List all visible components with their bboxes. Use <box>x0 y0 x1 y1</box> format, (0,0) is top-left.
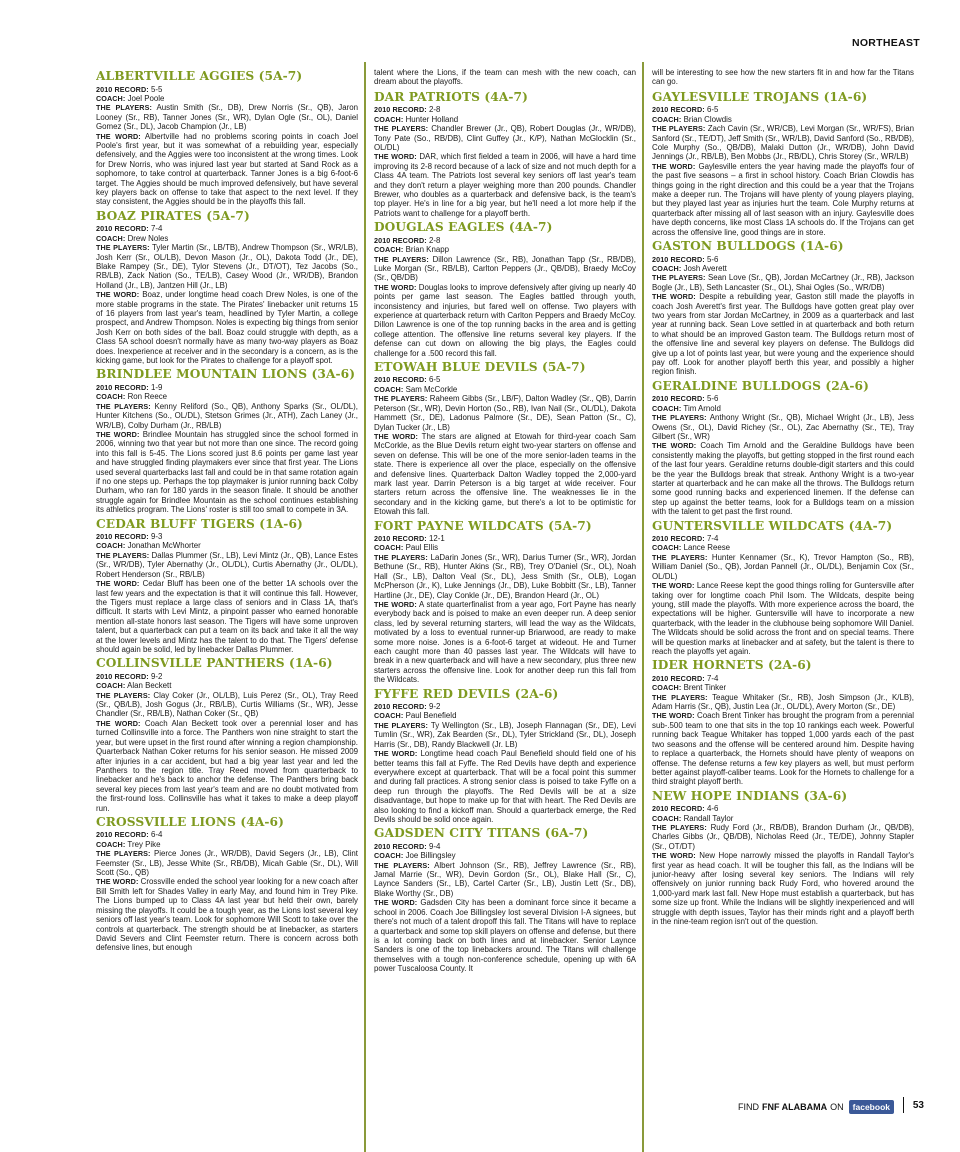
team-word <box>652 851 914 926</box>
team-word-value: DAR, which first fielded a team in 2006, will have a hard time improving its 2-8 record because of a lack of size and not much depth for a Class 4A team. The Patriots lost several key seniors off last year's team and they don't return a player weighing more than 200 pounds. Chandler Brewer, who doubles as a quarterback and defensive back, is the team's top player. He's in line for a big year, but he'll need a lot more help if the Patriots want to challenge for a playoff berth. <box>374 152 636 218</box>
team-word <box>374 432 636 517</box>
facebook-logo-icon[interactable]: facebook <box>849 1100 894 1114</box>
team-word-label: THE WORD: <box>652 441 697 451</box>
team-record-label: 2010 RECORD: <box>96 224 149 234</box>
team-players <box>652 553 914 581</box>
team-entry <box>96 657 358 813</box>
team-word <box>96 132 358 207</box>
team-word-label: THE WORD: <box>96 579 140 589</box>
team-word-label: THE WORD: <box>96 429 140 439</box>
team-coach-label: COACH: <box>374 384 404 394</box>
team-entry <box>652 520 914 657</box>
footer-brand: FNF ALABAMA <box>762 1102 828 1112</box>
team-record <box>652 255 914 264</box>
team-record-value: 7-4 <box>150 224 163 234</box>
team-record-label: 2010 RECORD: <box>96 532 149 542</box>
team-coach-value: Sam McCorkle <box>405 384 458 394</box>
team-players <box>96 849 358 877</box>
team-entry <box>652 91 914 237</box>
team-coach <box>374 711 636 720</box>
team-coach <box>374 245 636 254</box>
team-players <box>652 124 914 162</box>
team-entry <box>374 221 636 358</box>
team-players-label: THE PLAYERS: <box>652 823 707 833</box>
team-word-label: THE WORD: <box>96 718 141 728</box>
team-record-value: 6-5 <box>428 375 441 385</box>
team-coach-value: Jonathan McWhorter <box>127 541 201 551</box>
team-coach-label: COACH: <box>652 543 682 553</box>
team-record-value: 7-4 <box>706 673 719 683</box>
team-coach-label: COACH: <box>96 541 126 551</box>
team-record <box>374 534 636 543</box>
team-entry <box>652 380 914 517</box>
team-entry <box>652 790 914 927</box>
team-word <box>96 877 358 952</box>
team-heading: BRINDLEE MOUNTAIN LIONS (3A-6) <box>96 367 356 382</box>
team-coach-value: Paul Benefield <box>405 711 457 721</box>
team-entry <box>374 520 636 685</box>
team-coach-label: COACH: <box>652 263 682 273</box>
team-word <box>96 579 358 654</box>
team-record-label: 2010 RECORD: <box>374 534 427 544</box>
team-record <box>96 532 358 541</box>
team-coach-value: Lance Reese <box>683 543 731 553</box>
team-players-value: LaDarin Jones (Sr., WR), Darius Turner (Sr., WR), Jordan Bethune (Sr., RB), Hunter Akins (Sr., RB), Trey O'Daniel (Sr., OL), Noah Hall (Sr., LB), Dalton Veal (Sr., DL), Jess Smith (Sr., OLB), Logan McPherson (Jr., K), Luke Jennings (Jr., DB), Luke Bobbitt (Sr., LB), Tanner Hartline (Jr., DE), Clay Conkle (Jr., DE), Brandon Heard (Jr., OL) <box>374 552 636 600</box>
team-coach-label: COACH: <box>96 839 126 849</box>
team-coach-value: Hunter Holland <box>405 114 459 124</box>
team-coach <box>374 851 636 860</box>
team-heading: NEW HOPE INDIANS (3A-6) <box>652 788 848 803</box>
team-word <box>96 290 358 365</box>
team-word-label: THE WORD: <box>652 161 696 171</box>
team-heading: GUNTERSVILLE WILDCATS (4A-7) <box>652 518 893 533</box>
team-coach-label: COACH: <box>374 851 404 861</box>
team-coach-value: Ron Reece <box>127 392 168 402</box>
team-record <box>652 394 914 403</box>
team-coach-label: COACH: <box>652 813 682 823</box>
team-word <box>652 292 914 377</box>
team-players-value: Dallas Plummer (Sr., LB), Levi Mintz (Jr., QB), Lance Estes (Sr., WR/DB), Tyler Abernathy (Jr., OL/DL), Curtis Abernathy (Jr., OL/DL), Robert Henderson (Sr., RB/LB) <box>96 550 358 579</box>
footer-connector: ON <box>830 1102 844 1112</box>
footer-prefix: FIND <box>738 1102 760 1112</box>
team-word <box>652 162 914 237</box>
team-coach-label: COACH: <box>374 245 404 255</box>
team-coach <box>96 681 358 690</box>
team-players <box>96 691 358 719</box>
team-players-label: THE PLAYERS: <box>652 692 708 702</box>
team-record-value: 2-8 <box>428 105 441 115</box>
team-players-label: THE PLAYERS: <box>96 103 152 113</box>
team-players-value: Pierce Jones (Jr., WR/DB), David Segers (Jr., LB), Clint Feemster (Sr., LB), Jesse White (Sr., RB/DB), Micah Gable (Sr., DL), Will Scott (So., QB) <box>96 849 358 878</box>
team-entry <box>374 827 636 973</box>
team-players <box>374 124 636 152</box>
team-word-label: THE WORD: <box>652 581 695 591</box>
team-record <box>374 105 636 114</box>
team-coach <box>652 264 914 273</box>
team-word-label: THE WORD: <box>96 131 141 141</box>
team-word-value: Gadsden City has been a dominant force since it became a school in 2006. Coach Joe Billingsley lost several Division I-A signees, but there's not much of a talent dropoff this fall. The Titans will have to replace a quarterback and some top skill players on offense and defense, but there is a lot coming back on both lines and at linebacker. Senior Laynce Sanders is one of the top linebackers around. The Titans will challenge themselves with a tough non-conference schedule, opening up with 6A power Tuscaloosa County. It <box>374 898 636 974</box>
team-players-value: Raheem Gibbs (Sr., LB/F), Dalton Wadley (Sr., QB), Darrin Peterson (Sr., WR), Devin Horton (So., RB), Ivan Nail (Sr., OL/DL), Dakota Hammett (Sr., DE), Ladonus Palmore (Sr., DE), Sean Patton (Sr., C), Dylan Tucker (Jr., LB) <box>374 394 636 432</box>
team-word-value: Longtime head coach Paul Benefield should field one of his better teams this fall at Fyffe. The Red Devils have depth and experience everywhere except at quarterback. That will be a focal point this summer and during fall practices. A strong senior class is poised to take Fyffe on a deep run through the playoffs. The Red Devils will be at a size disadvantage, but hope to make up for that with heart. The Red Devils are also looking to find a kickoff man. Should a quarterback emerge, the Red Devils should be solid once again. <box>374 749 636 824</box>
team-players <box>652 823 914 851</box>
team-word-label: THE WORD: <box>96 290 140 300</box>
team-record <box>96 85 358 94</box>
team-players-label: THE PLAYERS: <box>374 394 428 404</box>
team-heading: CROSSVILLE LIONS (4A-6) <box>96 814 284 829</box>
team-coach <box>374 543 636 552</box>
team-word-value: Brindlee Mountain has struggled since the school formed in 2006, winning two that year but not more than one since. The record going into this fall is 5-45. The Lions scored just 8.6 points per game last year and have struggled finding playmakers ever since that first year. The Lions used several quarterbacks last fall and could be in that same rotation again if no one steps up. Perhaps the top playmaker is junior running back Colby Durham, who ran for 180 yards in the season finale. It should be another struggle again for Brindlee Mountain as the school continues establishing its athletics program. The Lions' roster is still too small to compete in 3A. <box>96 429 358 515</box>
team-players <box>96 551 358 579</box>
team-record-label: 2010 RECORD: <box>652 254 705 264</box>
team-word-label: THE WORD: <box>374 898 418 908</box>
team-record <box>96 224 358 233</box>
team-coach-label: COACH: <box>96 392 126 402</box>
team-coach <box>652 543 914 552</box>
team-record-value: 6-5 <box>706 105 719 115</box>
team-entry <box>96 368 358 514</box>
team-players-label: THE PLAYERS: <box>652 273 706 283</box>
team-players-value: Kenny Reliford (So., QB), Anthony Sparks (Sr., OL/DL), Hunter Kitchens (So., OL/DL), Stetson Grimes (Jr., ATH), Zach Laney (Jr., WR/LB), Colby Durham (Jr., RB/LB) <box>96 401 358 430</box>
team-word-value: Despite a rebuilding year, Gaston still made the playoffs in coach Josh Averett's first year. The Bulldogs have gotten great play over two years from star Jordan McCartney, in 2009 as a quarterback and last year at running back. Sean Love settled in at quarterback and both return to what should be an improved Gaston team. The Bulldogs return most of the offensive line and several key players on defense. The Bulldogs did give up a lot of points last year, but were young and the experience should pay off. Look for another playoff berth this year, and possibly a higher region finish. <box>652 292 914 377</box>
team-word-label: THE WORD: <box>374 152 417 162</box>
team-record-label: 2010 RECORD: <box>374 702 427 712</box>
team-word <box>652 581 914 656</box>
team-record <box>374 236 636 245</box>
team-entry <box>96 210 358 366</box>
team-players-value: Sean Love (Sr., QB), Jordan McCartney (Jr., RB), Jackson Bogle (Jr., LB), Seth Lancaster (Sr., OL), Shai Ogles (So., WR/DB) <box>652 273 914 292</box>
column-rule <box>364 62 366 1152</box>
team-coach-value: Paul Ellis <box>405 543 439 553</box>
team-coach-label: COACH: <box>652 114 682 124</box>
team-word-label: THE WORD: <box>652 711 695 721</box>
team-players-label: THE PLAYERS: <box>374 552 428 562</box>
page-number: 53 <box>912 1100 924 1111</box>
team-players <box>652 413 914 441</box>
team-players <box>374 394 636 432</box>
team-coach <box>374 385 636 394</box>
team-record-value: 9-2 <box>428 702 441 712</box>
team-record <box>652 534 914 543</box>
team-entry <box>96 518 358 655</box>
team-record-value: 5-6 <box>706 254 719 264</box>
team-coach-value: Randall Taylor <box>683 813 734 823</box>
team-players <box>96 402 358 430</box>
team-coach-value: Brent Tinker <box>683 683 727 693</box>
column-1 <box>96 68 358 1088</box>
team-record <box>96 830 358 839</box>
team-players-value: Anthony Wright (Sr., QB), Michael Wright (Jr., LB), Jess Owens (Sr., OL), David Richey (Sr., OL), Zac Abernathy (Sr., TE), Tray Gilbert (Sr., WR) <box>652 413 914 441</box>
team-players-value: Teague Whitaker (Sr., RB), Josh Simpson (Jr., K/LB), Adam Harris (Sr., QB), Justin Lea (Jr., OL/DL), Avery Morton (Sr., DE) <box>652 692 914 712</box>
team-coach-label: COACH: <box>374 711 404 721</box>
team-entry <box>374 91 636 218</box>
team-entry <box>374 361 636 517</box>
team-coach-label: COACH: <box>652 683 682 693</box>
team-coach-value: Drew Noles <box>127 233 169 243</box>
page-divider <box>903 1097 905 1113</box>
team-record-label: 2010 RECORD: <box>374 235 427 245</box>
team-heading: GERALDINE BULLDOGS (2A-6) <box>652 378 870 393</box>
team-word-label: THE WORD: <box>374 599 417 609</box>
team-word-value: Douglas looks to improve defensively after giving up nearly 40 points per game last season. The Eagles battled through youth, inconsistency and injuries, but fared well on offense. Two players with experience at quarterback return with Carlton Peppers and Braedy McCoy. Dillon Lawrence is one of the top running backs in the area and is getting college attention. The offensive line returns several key players. If the defense can cut down on allowing the big plays, the Eagles could challenge for a .500 record this fall. <box>374 282 636 358</box>
team-entry <box>652 240 914 377</box>
team-coach-value: Trey Pike <box>127 839 161 849</box>
team-heading: CEDAR BLUFF TIGERS (1A-6) <box>96 516 303 531</box>
team-players-value: Tyler Martin (Sr., LB/TB), Andrew Thompson (Sr., WR/LB), Josh Kerr (Sr., OL/LB), Devon Mason (Jr., OL), Dakota Todd (Jr., DE), Blake Rampey (Sr., DE), Tylor Stevens (Jr., DT/OT), Tez Jacobs (So., RB/LB), Zack Nation (So., TE/LB), Casey Wood (Jr., WR/DB), Brandon Holland (Jr., LB), Jantzen Hill (Jr., LB) <box>96 243 358 290</box>
team-record-value: 9-2 <box>150 671 163 681</box>
team-coach-value: Joe Billingsley <box>405 851 456 861</box>
team-word-label: THE WORD: <box>374 282 417 292</box>
team-entry <box>652 659 914 786</box>
team-players <box>652 693 914 712</box>
team-heading: ALBERTVILLE AGGIES (5A-7) <box>96 69 303 83</box>
team-record-label: 2010 RECORD: <box>652 394 705 404</box>
team-players-label: THE PLAYERS: <box>374 124 429 134</box>
team-coach <box>652 115 914 124</box>
team-record-value: 9-4 <box>428 841 441 851</box>
column-3 <box>652 68 914 1088</box>
team-word-value: Gaylesville enters the year having made the playoffs four of the past five seasons – a first in school history. Coach Brian Clowdis has things going in the right direction and this could be a year that the Trojans make a deeper run. The Trojans will have plenty of young players playing, but they played last year as injuries hurt the team. Cole Murphy returns at quarterback after missing all of last season with an injury. Gaylesville does have depth concerns, like most Class 1A schools do. If the Trojans can get across the offensive line, good things are in store. <box>652 161 914 237</box>
team-players-label: THE PLAYERS: <box>374 860 430 870</box>
team-record-label: 2010 RECORD: <box>96 382 149 392</box>
team-players <box>374 861 636 899</box>
team-word-value: Crossville ended the school year looking for a new coach after Bill Smith left for Shades Valley in early May, and found him in Trey Pike. The Lions bumped up to Class 4A last year but held their own, barely missing the playoffs. It could be a tough year, as the Lions lost several key seniors off last year's team. Look for sophomore Will Scott to take over the controls at quarterback. The strength should be at linebacker, as starters David Severs and Clint Feemster return. There is concern across both defensive lines, but enough <box>96 877 358 953</box>
team-players-label: THE PLAYERS: <box>96 690 151 700</box>
team-players <box>374 255 636 283</box>
team-word <box>374 152 636 218</box>
team-word-value: A state quarterfinalist from a year ago, Fort Payne has nearly everybody back and is poised to make an even deeper run. A deep senior class, led by several returning starters, will lead the way as the Wildcats, motivated by a loss to eventual runner-up Briarwood, are ready to make some more noise. Jones is a 6-foot-6 target at wideout. He and Turner each caught more than 40 passes last year. The Wildcats will have to break in a new quarterback and will have a new secondary, plus three new starters across the offensive line. Look for another deep run this fall from the Wildcats. <box>374 599 636 685</box>
team-record <box>374 702 636 711</box>
team-word-value: Coach Brent Tinker has brought the program from a perennial sub-.500 team to one that sits in the top 10 rankings each week. Powerful running back Teague Whitaker has topped 1,000 yards each of the past two seasons and the offense will be centered around him. Despite having to replace a quarterback, the Hornets should have plenty of weapons on offense. The defense returns a few key players as well, but must perform better against playoff-caliber teams. Look for the Hornets to challenge for a third straight playoff berth. <box>652 711 914 787</box>
team-record-value: 5-6 <box>706 394 719 404</box>
team-heading: FYFFE RED DEVILS (2A-6) <box>374 686 559 701</box>
team-coach <box>652 683 914 692</box>
team-entry <box>96 70 358 207</box>
team-players-label: THE PLAYERS: <box>652 413 707 423</box>
team-word-value: Lance Reese kept the good things rolling for Guntersville after taking over for longtime coach Phil Isom. The Wildcats, despite being young, still made the playoffs. With more experience across the board, the expectations will be higher. Guntersville will have to incorporate a new quarterback, with the leader in the clubhouse being sophomore Will Daniel. The Wildcats should be solid across the front and on special teams. There will be question marks at linebacker and at safety, but the talent is there to reach the playoffs yet again. <box>652 581 914 656</box>
team-word-value: Albertville had no problems scoring points in coach Joel Poole's first year, but it was somewhat of a rebuilding year, especially defensively, and the Aggies were too inconsistent at the wrong times. Look for Drew Norris, who was injured last year but started at Sand Rock as a sophomore, to take control at quarterback. Tanner Jones is a big 6-foot-6 target. The Aggies should be much improved defensively, but have several key players back on offense to take that aspect to the next level. If they stay consistent, the Aggies should be in the playoffs this fall. <box>96 131 358 207</box>
team-record <box>96 383 358 392</box>
team-players-value: Ty Wellington (Sr., LB), Joseph Flannagan (Sr., DE), Levi Tumlin (Sr., WR), Zak Bearden (Sr., DL), Tyler Strickland (Sr., DL), Joseph Harris (Sr., DB), Randy Blackwell (Jr. LB) <box>374 720 636 749</box>
team-players <box>652 273 914 292</box>
team-record <box>374 842 636 851</box>
team-heading: ETOWAH BLUE DEVILS (5A-7) <box>374 359 586 374</box>
team-coach-label: COACH: <box>374 543 404 553</box>
continued-text: talent where the Lions, if the team can mesh with the new coach, can dream about the playoffs. <box>374 68 636 87</box>
team-coach <box>96 94 358 103</box>
team-record-label: 2010 RECORD: <box>652 673 705 683</box>
team-heading: COLLINSVILLE PANTHERS (1A-6) <box>96 656 333 671</box>
team-players-value: Zach Cavin (Sr., WR/CB), Levi Morgan (Sr., WR/FS), Brian Sanford (Sr., TE/DT), Jeff Smith (Sr., WR/LB), David Sanford (So., RB/DB), Cole Murphy (So., QB/DB), Malaki Dutton (Jr., WR/DB), John David Jennings (Jr., RB/LB), Ben Mobbs (Jr., RB/DL), Chris Storey (Sr., WR/LB) <box>652 124 914 162</box>
team-record-label: 2010 RECORD: <box>652 804 705 814</box>
team-record-label: 2010 RECORD: <box>652 534 705 544</box>
column-2 <box>374 68 636 1088</box>
team-word <box>374 749 636 824</box>
team-players-label: THE PLAYERS: <box>374 720 429 730</box>
team-players-value: Clay Coker (Jr., OL/LB), Luis Perez (Sr., OL), Tray Reed (Sr., QB/LB), Josh Gogus (Jr., RB/LB), Curtis Williams (Sr., WR), Jesse Chandler (Sr., RB/LB), Nathan Coker (Sr., QB) <box>96 690 358 719</box>
team-players-value: Chandler Brewer (Jr., QB), Robert Douglas (Jr., WR/DB), Tony Pate (So., RB/DB), Clint Guffey (Jr., K/P), Nathan McGlocklin (Sr., OL/DL) <box>374 124 636 152</box>
team-word-label: THE WORD: <box>374 431 419 441</box>
team-coach <box>96 234 358 243</box>
team-players-label: THE PLAYERS: <box>96 849 151 859</box>
team-word-value: The stars are aligned at Etowah for third-year coach Sam McCorkle, as the Blue Devils return eight two-year starters on offense and seven on defense. This will be one of the more senior-laden teams in the state. There is experience all over the place, especially on the offensive and defensive lines. Quarterback Dalton Wadley topped the 2,000-yard mark last year. Darrin Peterson is a big target at wide receiver. Four starters return across the offensive line. The weaknesses lie in the secondary and in the kicking game, but there's a lot to be optimistic for Etowah this fall. <box>374 431 636 517</box>
team-coach <box>652 814 914 823</box>
team-word-value: Cedar Bluff has been one of the better 1A schools over the last few years and the expectation is that it will continue this fall. However, the Tigers must replace a large class of seniors and in Class 1A, that's difficult. It starts with Levi Mintz, a pinpoint passer who earned honorable mention all-state honors last season. The Tigers will have some unproven talent, but a quarterback can put a team on its back and take it all the way at the lower levels and Mintz has the talent to do that. The Tigers' defense should again be solid, led by linebacker Dallas Plummer. <box>96 579 358 654</box>
team-record-value: 1-9 <box>150 382 163 392</box>
team-record-label: 2010 RECORD: <box>374 105 427 115</box>
team-players-value: Rudy Ford (Jr., RB/DB), Brandon Durham (Jr., QB/DB), Charles Gibbs (Jr., QB/DB), Nicholas Reed (Jr., TE/DE), Johnny Stapler (Sr., OT/DT) <box>652 823 914 851</box>
team-record-value: 4-6 <box>706 804 719 814</box>
team-coach-label: COACH: <box>374 114 404 124</box>
team-coach <box>96 541 358 550</box>
team-word-label: THE WORD: <box>374 749 418 759</box>
team-record-label: 2010 RECORD: <box>96 84 149 94</box>
team-players-label: THE PLAYERS: <box>96 401 151 411</box>
team-record-value: 5-5 <box>150 84 163 94</box>
team-record-label: 2010 RECORD: <box>374 841 427 851</box>
team-entry <box>96 816 358 953</box>
team-heading: FORT PAYNE WILDCATS (5A-7) <box>374 518 592 533</box>
team-players-label: THE PLAYERS: <box>652 552 708 562</box>
team-record-value: 7-4 <box>706 534 719 544</box>
team-heading: GAYLESVILLE TROJANS (1A-6) <box>652 89 868 104</box>
team-coach-label: COACH: <box>652 403 682 413</box>
team-coach <box>96 392 358 401</box>
team-word-value: New Hope narrowly missed the playoffs in Randall Taylor's first year as head coach. It will be tougher this fall, as the Indians will be junior-heavy after losing several key seniors. The Indians will rely offensively on junior running back Rudy Ford, who hovered around the 1,000-yard mark last fall. New Hope must establish a quarterback, but has some size up front. While the Indians will be slightly inexperienced and will struggle with depth issues, Taylor has their minds right and a playoff berth in the nine-team region isn't out of the question. <box>652 851 914 927</box>
team-coach-label: COACH: <box>96 681 126 691</box>
team-entry <box>374 688 636 825</box>
team-word-label: THE WORD: <box>96 877 139 887</box>
team-word <box>652 441 914 516</box>
column-rule <box>642 62 644 1152</box>
team-coach-value: Brian Knapp <box>405 245 449 255</box>
team-coach-label: COACH: <box>96 93 126 103</box>
team-coach <box>96 840 358 849</box>
team-record <box>96 672 358 681</box>
team-record-label: 2010 RECORD: <box>96 671 149 681</box>
team-word-value: Coach Tim Arnold and the Geraldine Bulldogs have been consistently making the playoffs, but getting stopped in the first round each of the last four years. Geraldine returns double-digit starters and this could be the year the Bulldogs break that streak. Anthony Wright is a two-year starter at quarterback and he can make all the throws. The Bulldogs return some good running backs and experienced linemen. If the defense can step up against the better teams, look for a Bulldogs team on a mission with the talent to get past the first round. <box>652 441 914 517</box>
team-coach-value: Tim Arnold <box>683 403 721 413</box>
team-record-value: 9-3 <box>150 532 163 542</box>
team-word-label: THE WORD: <box>652 292 696 302</box>
team-record <box>374 375 636 384</box>
team-players <box>96 243 358 290</box>
team-coach-value: Brian Clowdis <box>683 114 732 124</box>
section-label: NORTHEAST <box>851 37 920 49</box>
team-word <box>374 283 636 358</box>
team-coach-label: COACH: <box>96 233 126 243</box>
team-coach-value: Joel Poole <box>127 93 165 103</box>
team-players-label: THE PLAYERS: <box>96 243 150 253</box>
footer <box>738 1100 894 1114</box>
team-players-value: Dillon Lawrence (Sr., RB), Jonathan Tapp (Sr., RB/DB), Luke Morgan (Sr., RB/LB), Carlton Peppers (Jr., QB/DB), Braedy McCoy (Sr., QB/DB) <box>374 254 636 283</box>
team-record-label: 2010 RECORD: <box>374 375 427 385</box>
team-record-value: 6-4 <box>150 830 163 840</box>
team-players-value: Hunter Kennamer (Sr., K), Trevor Hampton (So., RB), William Daniel (So., QB), Jordan Pannell (Jr., OL/DL), Benjamin Cox (Sr., OL/DL) <box>652 552 914 581</box>
team-record-value: 12-1 <box>428 534 445 544</box>
team-record-label: 2010 RECORD: <box>652 105 705 115</box>
continued-text: will be interesting to see how the new starters fit in and how far the Titans can go. <box>652 68 914 87</box>
team-heading: DOUGLAS EAGLES (4A-7) <box>374 220 553 235</box>
team-heading: DAR PATRIOTS (4A-7) <box>374 89 528 104</box>
team-players <box>96 103 358 131</box>
team-record-label: 2010 RECORD: <box>96 830 149 840</box>
team-coach <box>374 115 636 124</box>
team-players-value: Austin Smith (Sr., DB), Drew Norris (Sr., QB), Jaron Looney (Sr., RB), Tanner Jones (Sr., WR), Dylan Ogle (Sr., OL), Daniel Gomez (Sr., DL), Jacob Champion (Jr., LB) <box>96 103 358 132</box>
team-word-value: Coach Alan Beckett took over a perennial loser and has turned Collinsville into a force. The Panthers won nine straight to start the year, but were upset in the first round after winning a region championship. Quarterback Nathan Coker returns for his senior season. He missed 2009 after injuries in a car accident, but had a big year last year and led the Panthers to the region title. Tray Reed moved from quarterback to linebacker and he's back to anchor the defense. The Panthers bring back several key pieces from last year's team and are no doubt motivated from the first-round loss. Collinsville has what it takes to make a deep playoff run. <box>96 718 358 813</box>
team-players <box>374 553 636 600</box>
team-coach-value: Alan Beckett <box>127 681 172 691</box>
team-heading: IDER HORNETS (2A-6) <box>652 658 812 673</box>
team-word <box>652 711 914 786</box>
team-heading: BOAZ PIRATES (5A-7) <box>96 208 250 223</box>
team-word <box>96 430 358 515</box>
team-record-value: 2-8 <box>428 235 441 245</box>
team-players-label: THE PLAYERS: <box>96 550 150 560</box>
team-word <box>96 719 358 813</box>
team-players <box>374 721 636 749</box>
team-players-label: THE PLAYERS: <box>652 124 706 134</box>
team-heading: GADSDEN CITY TITANS (6A-7) <box>374 826 589 841</box>
team-record <box>652 105 914 114</box>
team-coach <box>652 404 914 413</box>
team-heading: GASTON BULLDOGS (1A-6) <box>652 239 844 253</box>
team-record <box>652 674 914 683</box>
team-word-value: Boaz, under longtime head coach Drew Noles, is one of the more stable programs in the state. The Pirates' linebacker unit returns 15 of 16 players from last year's team, headlined by Tyler Martin, a college prospect, and Andrew Thompson. Noles is expecting big things from senior Josh Kerr on both sides of the ball. Boaz could struggle with depth, as a Class 5A school doesn't normally have as many two-way players as Boaz does. Inexperience at receiver and in the secondary is a concern, as is the kicking game, but look for the Pirates to challenge for a playoff spot. <box>96 290 358 365</box>
team-coach-value: Josh Averett <box>683 263 727 273</box>
team-word <box>374 600 636 685</box>
team-word-label: THE WORD: <box>652 851 696 861</box>
team-players-value: Albert Johnson (Sr., RB), Jeffrey Lawrence (Sr., RB), Jamal Marrie (Sr., WR), Devin Gordon (Sr., OL), Blake Hall (Sr., C), Laynce Sanders (Sr., LB), Cartel Carter (Sr., LB), Justin Lett (Sr., DB), Blake Worthy (Sr., DB) <box>374 860 636 898</box>
team-word <box>374 898 636 973</box>
team-record <box>652 804 914 813</box>
team-players-label: THE PLAYERS: <box>374 254 429 264</box>
